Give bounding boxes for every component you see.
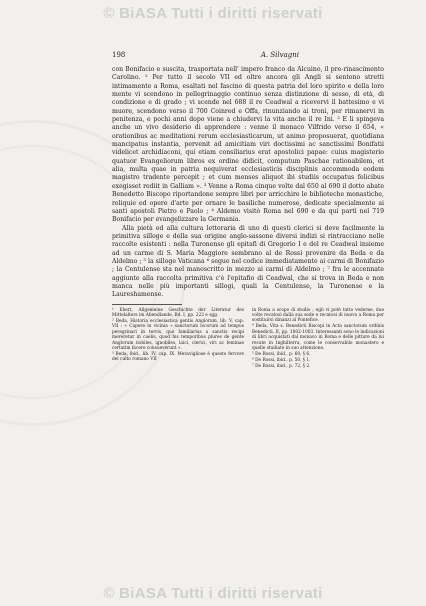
- paragraph-2: Alla pietà ed alla cultura letteraria di uno di questi clerici si deve facilmente la primitiva silloge e della sua origine anglo-sassone diversi indizi si rintracciano nelle raccolte esistenti : nella Turonense gli epitafi di Gregorio I e del re Ceadwal insieme ad un carme di S. Maria Maggiore sembrano al de Rossi provenire da Beda e da Aldelmo ; ⁵ la silloge Vaticana ⁶ segue nel codice immediatamente ai carmi di Bonifazio ; la Centulense sta nel manoscritto in mezzo ai carmi di Aldelmo ; ⁷ fra le accennate aggiunte alla raccolta primitiva c'è l'epitafio di Ceadwal, che si trova in Beda e non manca nelle più importanti sillogi, quali la Centulense, la Turonense e la Laureshamense.: [112, 224, 384, 299]
- watermark-bottom: © BiASA Tutti i diritti riservati: [103, 584, 323, 602]
- watermark-top: © BiASA Tutti i diritti riservati: [103, 4, 323, 22]
- paragraph-1: con Bonifacio e suscita, trasportata nell' impero franco da Alcuino, il pre-rinascimento Carolino. ² Per tutto il secolo VII ed oltre ancora gli Angli si sentono stretti intimamente a Roma, esaltati nel fascino di questa patria del loro spirito e della loro mente vi scendono in pellegrinaggio continuo senza distinzione di sesso, di età, di condizione e di grado ; vi scende nel 688 il re Ceadwal a ricevervi il battesimo e vi muore, scendono verso il 700 Coinred e Offa, rinunziando ai troni, per rimanervi in penitenza, e pochi anni dopo viene a chiudervi la vita anche il re Ini. ² E li spingeva anche un vivo desiderio di apprendere : venne il monaco Vilfrido verso il 654, « orationibus ac meditationi rerum ecclesiasticarum, ut animo proposuerat, quotidiana mancipatus instantia, pervenit ad amicitiam viri doctissimi ac sanctissimi Bonifatii videlicet archidiaconi, qui etiam consiliarius erat apostolici papae: cuius magisterio quatuor Evangeliorum libros ex ordine didicit, computum Paschae rationabilem, et alia, multa quae in patria nequiverat ecclesiasticis disciplinis accommoda eodem magistro tradente percepit ; et cum menses aliquot ibi studiis occupatus felicibus exegisset rediit in Galliam ». ³ Venne a Roma cinque volte dal 650 al 690 il dotto abate Benedetto Biscopo riportandone sempre libri per arricchire le biblioteche monastiche, reliquie ed opere d'arte per ornare le basiliche numerose, dedicate specialmente ai santi apostoli Pietro e Paolo ; ⁴ Aldemo visitò Roma nel 690 e da qui partì nel 719 Bonifacio per evangelizzare la Germania.: [112, 66, 384, 224]
- running-title: A. Silvagni: [260, 51, 299, 59]
- footnote-6: ⁶ De Rossi, ibid., p. 50, § 1.: [252, 357, 311, 363]
- page-number: 198: [112, 51, 126, 59]
- footnote-3-cont: in Roma a scopo di studio ; egli vi poté tutto vederne, due volte recatosi dalla sua sede e recatosi di nuovo a Roma per sostituirsi dinanzi al Pontefice.: [252, 307, 384, 324]
- page-header: [112, 51, 384, 59]
- footnote-4: ⁴ Beda, Vita s. Benedicti Biscopi in Acta sanctorum ordinis Benedicti, II, pp. 1002-1003. Interessanti sono le indicazioni di libri acquistati dal monaco in Roma e delle pitture da lui recate in Inghilterra, come le conservabile monastero e quelle studiate in suo attenzione.: [252, 324, 384, 351]
- footnote-5: ⁵ De Rossi, ibid., p. 60, § 6.: [252, 351, 311, 357]
- footnote-3: ³ Beda, ibid., lib. IV, cap. IX. Meravigliose è questo fervore del culto romano VII: [112, 351, 244, 363]
- footnotes-right-column: [252, 308, 384, 370]
- body-text: [112, 66, 384, 300]
- footnote-1: ¹ Ebert, Allgemeine Geschichte der Literatur des Mittelalters im Abendlande, Bd. I, pp. 222 e sgg.: [112, 307, 244, 319]
- footnote-divider: [112, 304, 182, 305]
- footnote-2: ² Beda, Historia ecclesiastica gentis Anglorum, lib. V, cap. VII : « Capere in vicinia » sanctorum locorum ad tempus peregrinari in terris, quo familiarius a sanctis recipi mereretur in caelis, quod his temporibus plures de gente Anglorum nobiles, ignobiles, laici, clerici, viri ac feminae certatim facere consueverunt ».: [112, 318, 244, 351]
- book-page: [112, 51, 384, 370]
- footnotes: [112, 308, 384, 370]
- footnote-7: ⁷ De Rossi, ibid., p. 72, § 2.: [252, 363, 311, 369]
- footnotes-left-column: [112, 308, 244, 370]
